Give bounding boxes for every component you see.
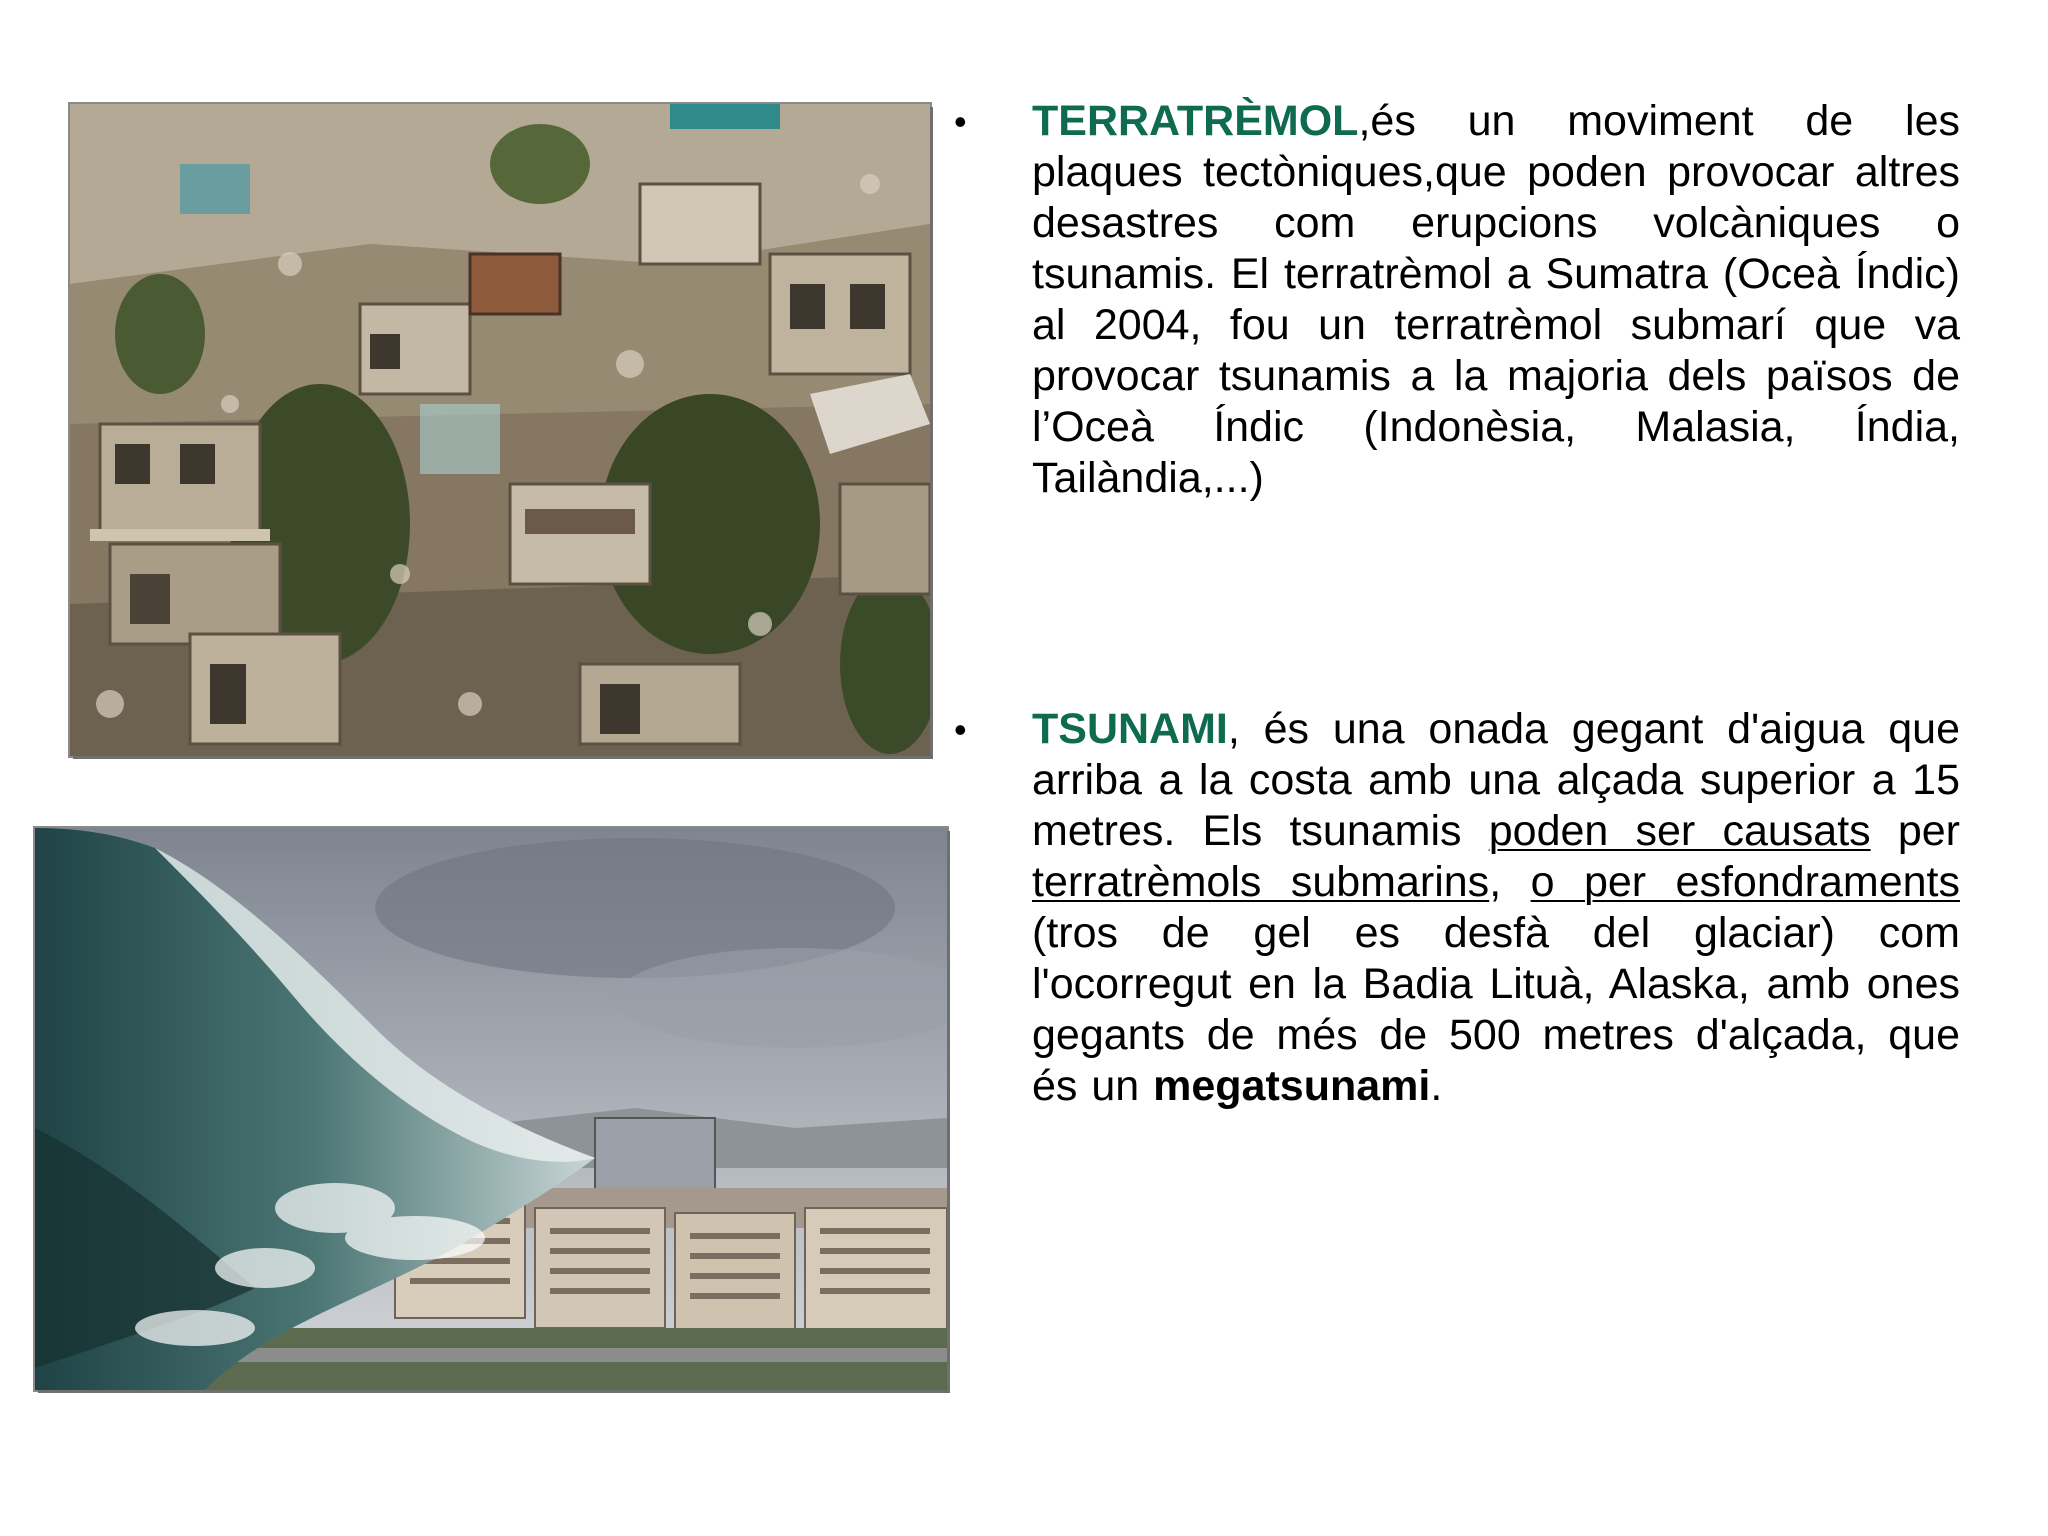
- term-tsunami: TSUNAMI: [1032, 705, 1228, 753]
- tsunami-photo: [35, 828, 947, 1390]
- tsunami-text-4: (tros de gel es desfà del glaciar) com l'ocorregut en la Badia Lituà, Alaska, amb ones gegants de més de 500 metres d'alçada, que és un: [1032, 909, 1960, 1110]
- term-terratremol: TERRATRÈMOL: [1032, 97, 1359, 145]
- tsunami-paragraph: [1032, 704, 1960, 1112]
- bullet-marker: •: [954, 709, 967, 750]
- bullet-marker: •: [954, 101, 967, 142]
- earthquake-photo: [70, 104, 930, 756]
- terratremol-paragraph: [1032, 96, 1960, 504]
- tsunami-wave-image: [35, 828, 947, 1390]
- link-o-per-esfondraments[interactable]: o per esfondraments: [1530, 858, 1960, 906]
- earthquake-ruins-image: [70, 104, 930, 756]
- tsunami-text-1: , és una onada gegant d'aigua que arriba a la costa amb una alçada superior a 15 metres. Els tsunamis: [1032, 705, 1960, 855]
- term-megatsunami: megatsunami: [1153, 1062, 1431, 1110]
- link-terratremols-submarins[interactable]: terratrèmols submarins: [1032, 858, 1490, 906]
- tsunami-text-3: ,: [1489, 858, 1531, 906]
- link-poden-ser-causats[interactable]: poden ser causats: [1488, 807, 1871, 855]
- terratremol-description: ,és un moviment de les plaques tectòniques,que poden provocar altres desastres com erupcions volcàniques o tsunamis. El terratrèmol a Sumatra (Oceà Índic) al 2004, fou un terratrèmol submarí que va provocar tsunamis a la majoria dels països de l’Oceà Índic (Indonèsia, Malasia, Índia, Tailàndia,...): [1032, 97, 1960, 502]
- tsunami-text-2: per: [1870, 807, 1960, 855]
- tsunami-text-5: .: [1430, 1062, 1443, 1110]
